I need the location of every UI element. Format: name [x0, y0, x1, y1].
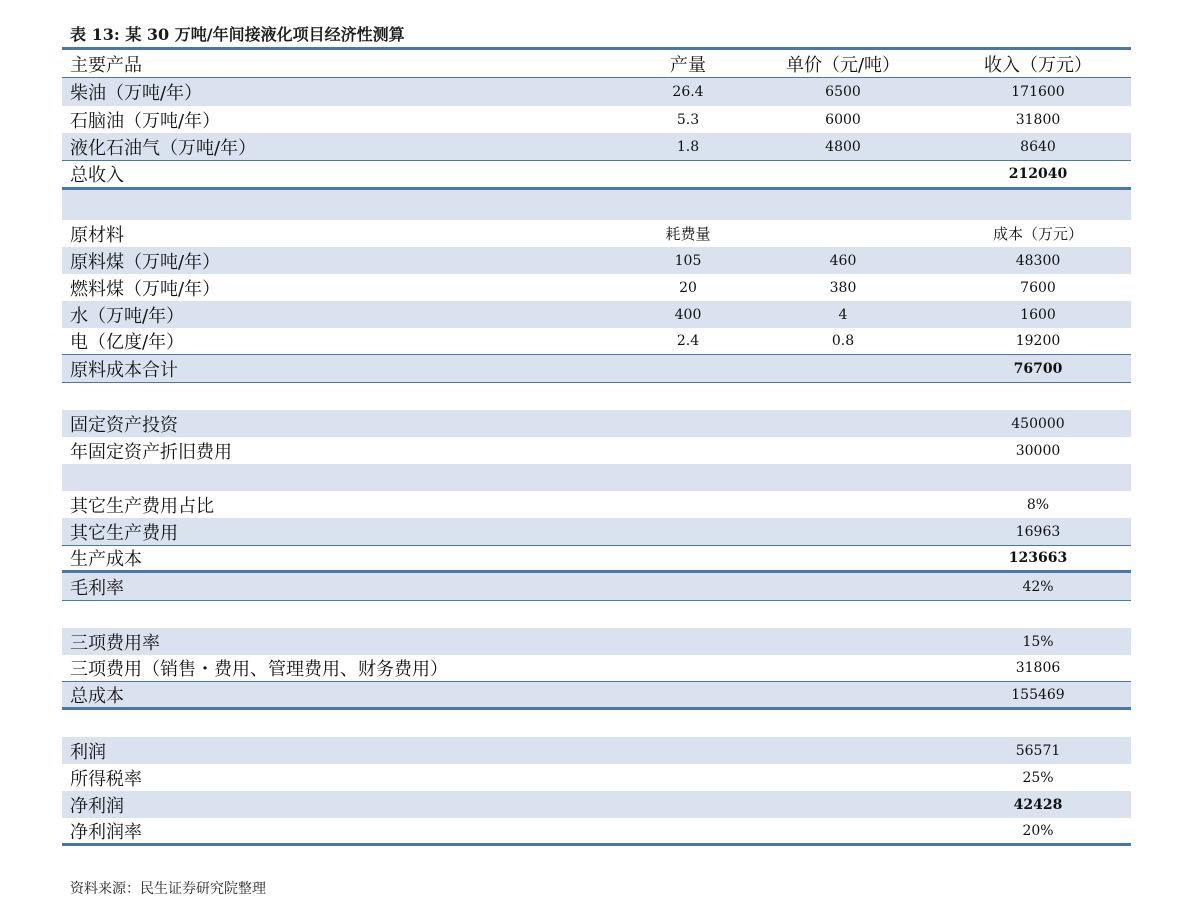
row-revenue: 171600: [1011, 84, 1065, 100]
row-price: 6500: [825, 84, 861, 100]
table-row: [62, 764, 1131, 791]
row-output: 5.3: [676, 111, 700, 128]
row-value: 123663: [1008, 550, 1068, 566]
spacer-row: [62, 383, 1131, 410]
row-value: 450000: [1011, 415, 1065, 432]
row-label: 生产成本: [70, 549, 142, 570]
table-row: [62, 628, 1131, 655]
total-cost-row: [62, 682, 1131, 710]
row-revenue: 31800: [1015, 111, 1061, 128]
row-value: 20%: [1022, 822, 1054, 839]
net-profit-row: [62, 791, 1131, 818]
row-value: 155469: [1011, 686, 1065, 703]
spacer-row: [62, 190, 1131, 220]
row-label: 石脑油（万吨/年）: [70, 110, 221, 132]
spacer-row: [62, 464, 1131, 491]
row-output: 26.4: [672, 84, 704, 100]
row-label: 水（万吨/年）: [70, 305, 185, 327]
row-value: 56571: [1015, 742, 1061, 759]
table-row: [62, 737, 1131, 764]
economics-table: [62, 47, 1131, 846]
row-revenue: 8640: [1020, 138, 1056, 155]
row-value: 42%: [1022, 578, 1054, 595]
row-price: 0.8: [831, 333, 855, 349]
row-label: 毛利率: [70, 577, 124, 599]
row-price: 460: [829, 252, 857, 269]
row-label: 利润: [70, 741, 106, 763]
row-label: 年固定资产折旧费用: [70, 441, 232, 463]
table-row: [62, 518, 1131, 545]
row-label: 固定资产投资: [70, 414, 178, 436]
row-label: 原料煤（万吨/年）: [70, 251, 221, 273]
gross-margin-row: [62, 573, 1131, 601]
production-cost-row: [62, 545, 1131, 573]
table-header-row: [62, 47, 1131, 78]
row-value: 8%: [1026, 496, 1050, 513]
row-cost: 19200: [1015, 333, 1061, 349]
total-revenue-row: [62, 161, 1131, 190]
row-label: 原料成本合计: [70, 359, 178, 381]
row-value: 31806: [1015, 660, 1061, 676]
spacer-row: [62, 710, 1131, 737]
row-value: 15%: [1022, 633, 1054, 650]
row-value: 76700: [1013, 360, 1063, 377]
row-output: 1.8: [676, 138, 700, 155]
table-row: [62, 437, 1131, 464]
row-cost: 7600: [1020, 279, 1056, 296]
row-consumption: 105: [674, 252, 702, 269]
header-price: 单价（元/吨）: [785, 54, 901, 76]
row-value: 16963: [1015, 523, 1061, 540]
table-title: 表 13: 某 30 万吨/年间接液化项目经济性测算: [70, 25, 405, 44]
row-label: 净利润率: [70, 821, 142, 843]
row-label: 总收入: [70, 165, 124, 186]
row-label: 总成本: [70, 685, 124, 707]
row-label: 三项费用（销售・费用、管理费用、财务费用）: [70, 659, 448, 680]
header-output: 产量: [670, 54, 706, 76]
spacer-row: [62, 601, 1131, 628]
table-row: [62, 301, 1131, 328]
row-consumption: 2.4: [676, 333, 700, 349]
row-price: 380: [829, 279, 857, 296]
row-label: 燃料煤（万吨/年）: [70, 278, 221, 300]
row-label: 液化石油气（万吨/年）: [70, 137, 257, 159]
header-cost: 成本（万元）: [992, 225, 1083, 243]
table-row: [62, 818, 1131, 846]
row-value: 30000: [1015, 442, 1061, 459]
table-row: [62, 410, 1131, 437]
row-label: 电（亿度/年）: [70, 332, 185, 353]
material-total-row: [62, 355, 1131, 383]
table-row: [62, 655, 1131, 682]
row-value: 42428: [1013, 796, 1063, 813]
row-cost: 48300: [1015, 252, 1061, 269]
row-price: 6000: [825, 111, 861, 128]
materials-header-row: [62, 220, 1131, 247]
row-value: 212040: [1008, 166, 1068, 182]
row-price: 4800: [825, 138, 861, 155]
row-price: 4: [838, 306, 848, 323]
header-product: 主要产品: [70, 54, 142, 76]
source-note: 资料来源：民生证券研究院整理: [70, 881, 266, 897]
header-revenue: 收入（万元）: [984, 54, 1092, 76]
row-label: 三项费用率: [70, 632, 160, 654]
table-row: [62, 247, 1131, 274]
row-label: 所得税率: [70, 768, 142, 790]
table-row: [62, 491, 1131, 518]
table-row: [62, 106, 1131, 133]
row-label: 其它生产费用占比: [70, 495, 214, 517]
row-value: 25%: [1022, 769, 1054, 786]
header-consumption: 耗费量: [665, 225, 711, 243]
table-row: [62, 78, 1131, 106]
table-row: [62, 133, 1131, 161]
table-row: [62, 274, 1131, 301]
row-label: 净利润: [70, 795, 124, 817]
row-label: 其它生产费用: [70, 522, 178, 544]
row-consumption: 20: [679, 279, 697, 296]
row-label: 柴油（万吨/年）: [70, 83, 203, 104]
row-cost: 1600: [1020, 306, 1056, 323]
row-consumption: 400: [674, 306, 702, 323]
row-label: 原材料: [70, 224, 124, 246]
table-row: [62, 328, 1131, 355]
